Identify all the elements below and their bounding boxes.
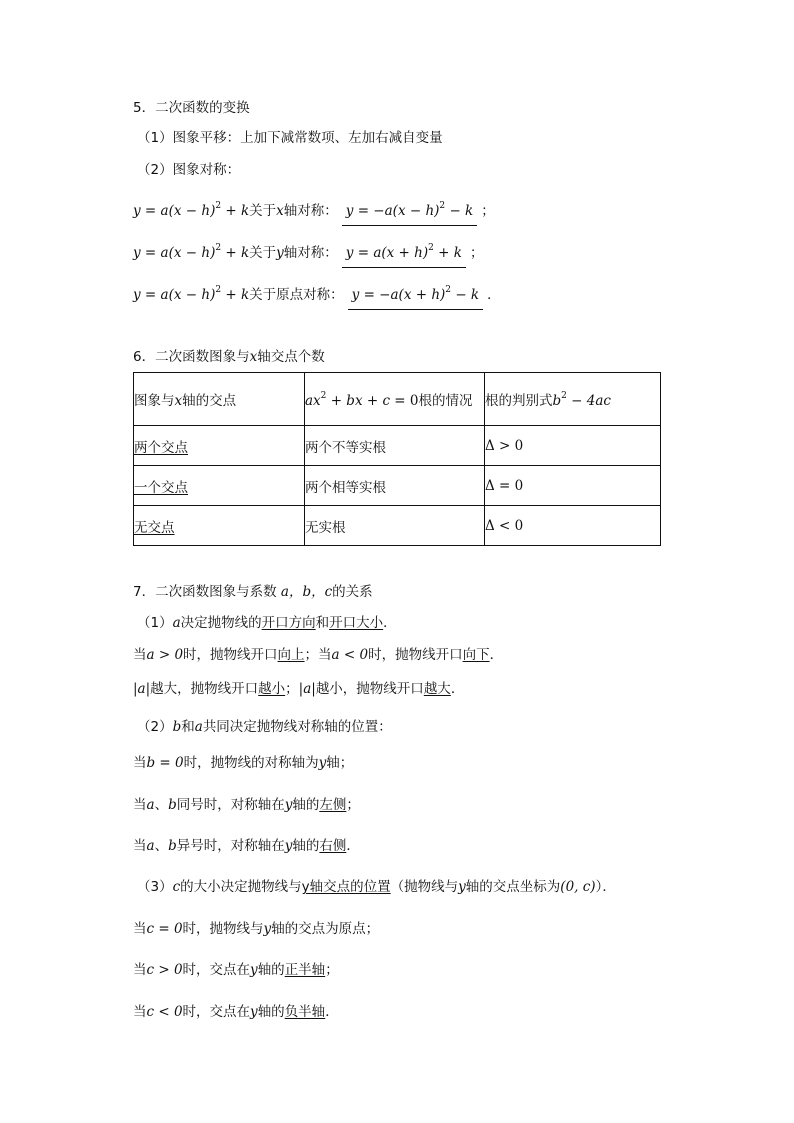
cell-roots: 两个不等实根: [305, 426, 485, 466]
section7-p10: 当c > 0时，交点在y轴的正半轴；: [133, 962, 339, 978]
section6-title: 6．二次函数图象与x轴交点个数: [133, 349, 325, 365]
section5-title: 5．二次函数的变换: [133, 100, 250, 116]
table-row: [134, 506, 661, 546]
header-intersections: 图象与x轴的交点: [134, 373, 305, 426]
cell-intersections: 无交点: [134, 506, 305, 546]
answer-blank: $y = a(x + h)^2 + k$: [342, 238, 466, 268]
section7-title: 7．二次函数图象与系数 a，b，c的关系: [133, 584, 373, 600]
symmetry-row-origin: $y = a(x - h)^2 + k$关于原点对称： $y = -a(x + h)^2 - k$ ．: [133, 280, 501, 310]
cell-intersections: 两个交点: [134, 426, 305, 466]
section7-p8: （3）c的大小决定抛物线与y轴交点的位置（抛物线与y轴的交点坐标为(0, c)）．: [137, 879, 616, 895]
section7-p9: 当c = 0时，抛物线与y轴的交点为原点；: [133, 921, 380, 937]
cell-discriminant: Δ > 0: [485, 426, 661, 466]
section7-p3: |a|越大，抛物线开口越小；|a|越小，抛物线开口越大．: [133, 681, 465, 697]
cell-roots: 两个相等实根: [305, 466, 485, 506]
cell-intersections: 一个交点: [134, 466, 305, 506]
section7-p6: 当a、b同号时，对称轴在y轴的左侧；: [133, 797, 360, 813]
header-roots: $ax^2$ + bx + c = 0根的情况: [305, 373, 485, 426]
cell-discriminant: Δ = 0: [485, 466, 661, 506]
table-row: [134, 466, 661, 506]
section5-item2: （2）图象对称：: [137, 162, 241, 178]
section7-p4: （2）b和a共同决定抛物线对称轴的位置：: [137, 719, 392, 735]
section7-p5: 当b = 0时，抛物线的对称轴为y轴；: [133, 755, 354, 771]
section7-p2: 当a > 0时，抛物线开口向上；当a < 0时，抛物线开口向下．: [133, 647, 504, 663]
cell-roots: 无实根: [305, 506, 485, 546]
answer-blank: $y = -a(x - h)^2 - k$: [342, 196, 477, 226]
cell-discriminant: Δ < 0: [485, 506, 661, 546]
table-row: [134, 426, 661, 466]
intersection-table: [133, 372, 661, 546]
answer-blank: $y = -a(x + h)^2 - k$: [348, 280, 483, 310]
section7-p7: 当a、b异号时，对称轴在y轴的右侧．: [133, 838, 360, 854]
symmetry-row-y: $y = a(x - h)^2 + k$关于y轴对称： $y = a(x + h)^2 + k$ ；: [133, 238, 483, 268]
section7-p11: 当c < 0时，交点在y轴的负半轴．: [133, 1004, 339, 1020]
header-discriminant: 根的判别式$b^2 - 4ac$: [485, 373, 661, 426]
section7-p1: （1）a决定抛物线的开口方向和开口大小．: [137, 615, 397, 631]
section5-item1: （1）图象平移：上加下减常数项、左加右减自变量: [137, 130, 443, 146]
symmetry-row-x: $y = a(x - h)^2 + k$关于x轴对称： $y = -a(x - h)^2 - k$ ；: [133, 196, 495, 226]
table-header-row: [134, 373, 661, 426]
